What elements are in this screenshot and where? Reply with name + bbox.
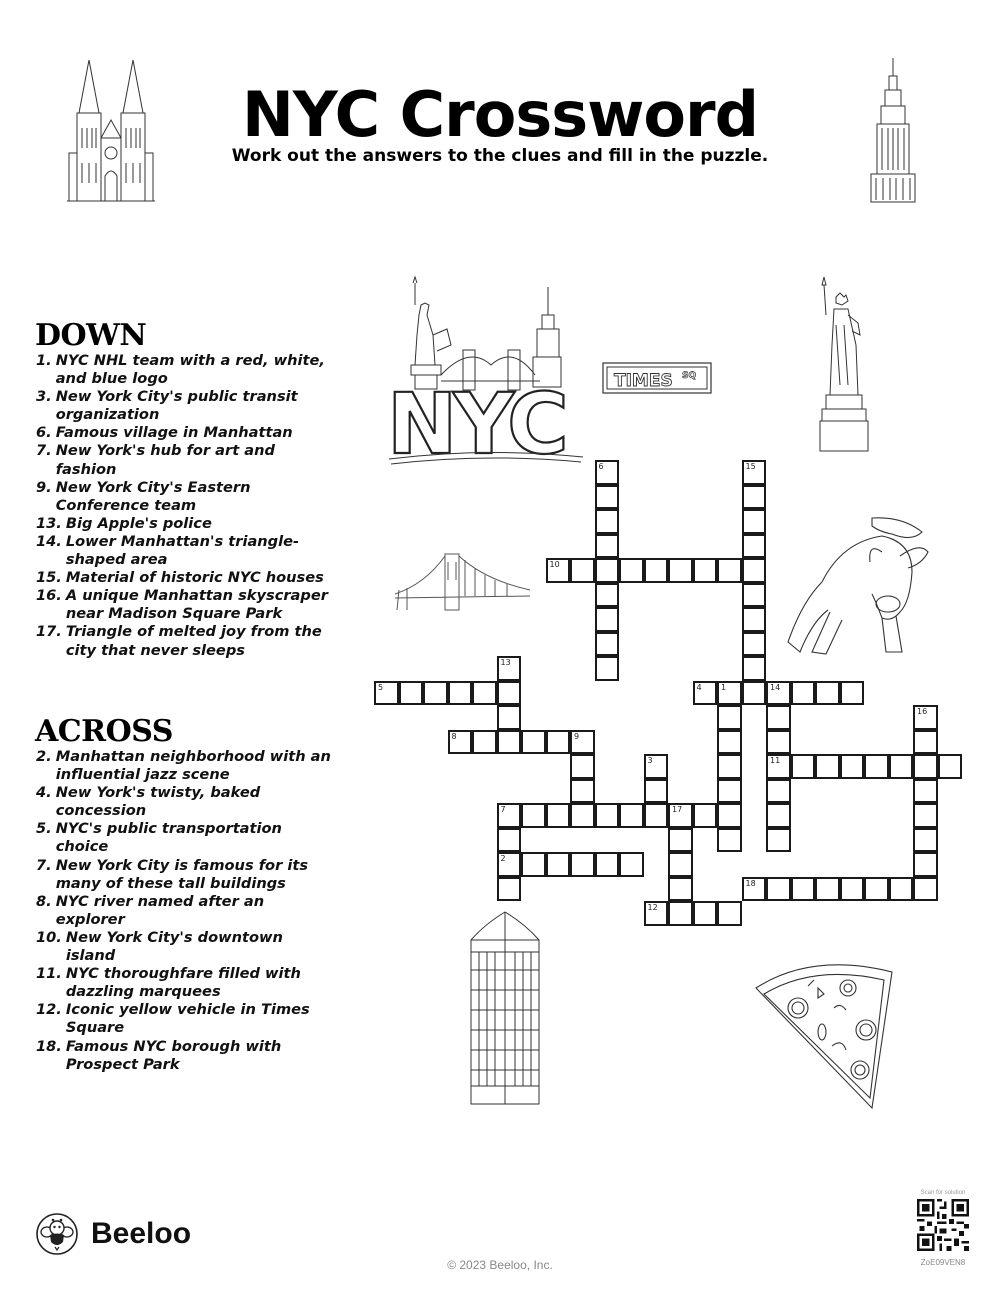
across-clue <box>36 820 336 856</box>
crossword-cell[interactable] <box>742 632 767 657</box>
clue-text: Material of historic NYC houses <box>65 569 324 587</box>
crossword-cell[interactable] <box>742 656 767 681</box>
crossword-cell[interactable] <box>619 558 644 583</box>
clue-number: 16. <box>36 587 62 605</box>
down-heading: DOWN <box>35 318 147 353</box>
down-clue <box>36 569 336 587</box>
across-clue <box>36 929 336 965</box>
crossword-cell[interactable] <box>570 852 595 877</box>
crossword-cell[interactable] <box>693 558 718 583</box>
crossword-cell[interactable] <box>815 681 840 706</box>
crossword-cell[interactable] <box>742 877 767 902</box>
across-clue-list <box>36 748 336 1074</box>
crossword-cell[interactable] <box>595 558 620 583</box>
crossword-cell[interactable] <box>570 558 595 583</box>
clue-text: NYC's public transportation choice <box>55 820 282 856</box>
crossword-cell[interactable] <box>913 828 938 853</box>
cell-number: 18 <box>745 878 756 888</box>
crossword-cell[interactable] <box>497 656 522 681</box>
charging-bull-illustration-icon <box>782 512 932 662</box>
clue-text: Famous NYC borough with Prospect Park <box>65 1037 282 1073</box>
crossword-cell[interactable] <box>570 754 595 779</box>
crossword-cell[interactable] <box>668 803 693 828</box>
times-sign-text: TIMES <box>614 371 673 391</box>
across-clue <box>36 893 336 929</box>
crossword-cell[interactable] <box>742 583 767 608</box>
crossword-cell[interactable] <box>717 901 742 926</box>
cell-number: 2 <box>500 854 506 863</box>
across-clue <box>36 965 336 1001</box>
clue-number: 7. <box>36 856 52 874</box>
crossword-cell[interactable] <box>913 852 938 877</box>
crossword-cell[interactable] <box>448 681 473 706</box>
clue-number: 9. <box>36 478 52 496</box>
crossword-cell[interactable] <box>717 828 742 853</box>
crossword-cell[interactable] <box>399 681 424 706</box>
clue-number: 10. <box>36 928 62 946</box>
clue-number: 5. <box>36 820 52 838</box>
crossword-cell[interactable] <box>717 730 742 755</box>
crossword-cell[interactable] <box>619 852 644 877</box>
down-clue <box>36 533 336 569</box>
clue-text: New York City's downtown island <box>65 928 283 965</box>
crossword-cell[interactable] <box>913 705 938 730</box>
crossword-cell[interactable] <box>644 754 669 779</box>
cell-number: 3 <box>647 756 653 765</box>
down-clue <box>36 623 336 659</box>
clue-number: 17. <box>36 623 62 641</box>
crossword-cell[interactable] <box>619 803 644 828</box>
crossword-cell[interactable] <box>521 852 546 877</box>
crossword-cell[interactable] <box>693 681 718 706</box>
across-clue <box>36 748 336 784</box>
clue-text: Lower Manhattan's triangle-shaped area <box>65 532 300 569</box>
cell-number: 4 <box>696 682 702 692</box>
cell-number: 10 <box>549 560 560 569</box>
crossword-cell[interactable] <box>374 681 399 706</box>
crossword-cell[interactable] <box>815 877 840 902</box>
crossword-cell[interactable] <box>742 607 767 632</box>
crossword-cell[interactable] <box>742 558 767 583</box>
crossword-cell[interactable] <box>938 754 963 779</box>
crossword-cell[interactable] <box>497 730 522 755</box>
crossword-cell[interactable] <box>913 877 938 902</box>
clue-number: 6. <box>36 424 52 442</box>
crossword-cell[interactable] <box>668 558 693 583</box>
clue-text: NYC thoroughfare filled with dazzling marquees <box>65 965 301 1001</box>
crossword-cell[interactable] <box>644 803 669 828</box>
crossword-cell[interactable] <box>668 852 693 877</box>
page-title: NYC Crossword <box>242 78 758 151</box>
nyc-skyline-illustration-icon <box>385 275 590 465</box>
crossword-cell[interactable] <box>840 754 865 779</box>
crossword-cell[interactable] <box>595 632 620 657</box>
across-clue <box>36 1001 336 1037</box>
clue-text: New York's twisty, baked concession <box>55 784 261 820</box>
crossword-cell[interactable] <box>791 877 816 902</box>
crossword-cell[interactable] <box>595 803 620 828</box>
crossword-cell[interactable] <box>423 681 448 706</box>
clue-text: NYC NHL team with a red, white, and blue logo <box>55 352 325 388</box>
clue-text: New York City is famous for its many of these tall buildings <box>55 856 309 892</box>
crossword-cell[interactable] <box>913 803 938 828</box>
page-subtitle: Work out the answers to the clues and fill in the puzzle. <box>231 146 769 166</box>
crossword-cell[interactable] <box>766 779 791 804</box>
clue-text: New York's hub for art and fashion <box>55 442 275 478</box>
bee-logo-icon <box>35 1212 79 1256</box>
copyright-text: © 2023 Beeloo, Inc. <box>447 1258 553 1272</box>
crossword-cell[interactable] <box>595 656 620 681</box>
clue-text: New York City's public transit organization <box>55 388 298 424</box>
clue-number: 11. <box>36 965 62 983</box>
clue-number: 7. <box>36 442 52 460</box>
crossword-cell[interactable] <box>913 779 938 804</box>
clue-number: 12. <box>36 1001 62 1019</box>
crossword-cell[interactable] <box>693 901 718 926</box>
crossword-cell[interactable] <box>595 460 620 485</box>
cell-number: 9 <box>574 731 580 741</box>
crossword-cell[interactable] <box>742 460 767 485</box>
cell-number: 1 <box>721 682 727 692</box>
crossword-cell[interactable] <box>521 803 546 828</box>
crossword-cell[interactable] <box>595 509 620 534</box>
crossword-cell[interactable] <box>791 754 816 779</box>
crossword-cell[interactable] <box>913 754 938 779</box>
crossword-cell[interactable] <box>546 803 571 828</box>
across-clue <box>36 857 336 893</box>
crossword-cell[interactable] <box>595 583 620 608</box>
cell-number: 17 <box>672 805 683 814</box>
qr-code-icon[interactable] <box>917 1199 969 1251</box>
clue-number: 8. <box>36 892 52 910</box>
statue-of-liberty-illustration-icon <box>812 275 874 453</box>
cell-number: 5 <box>378 682 384 692</box>
crossword-cell[interactable] <box>595 485 620 510</box>
cell-number: 11 <box>770 756 781 765</box>
pizza-slice-illustration-icon <box>752 958 900 1113</box>
cell-number: 8 <box>451 731 457 741</box>
clue-number: 2. <box>36 748 52 765</box>
crossword-cell[interactable] <box>595 534 620 559</box>
crossword-cell[interactable] <box>889 877 914 902</box>
down-clue <box>36 515 336 533</box>
crossword-cell[interactable] <box>766 877 791 902</box>
beeloo-logo <box>35 1212 191 1256</box>
clue-number: 15. <box>36 569 62 587</box>
cell-number: 13 <box>500 658 511 667</box>
crossword-cell[interactable] <box>717 803 742 828</box>
down-clue <box>36 424 336 442</box>
across-clue <box>36 1038 336 1074</box>
qr-caption: Scan for solution <box>920 1190 966 1196</box>
crossword-cell[interactable] <box>644 779 669 804</box>
clue-number: 18. <box>36 1037 62 1055</box>
crossword-cell[interactable] <box>546 558 571 583</box>
crossword-cell[interactable] <box>546 852 571 877</box>
cell-number: 14 <box>770 682 781 692</box>
clue-number: 13. <box>36 514 62 532</box>
crossword-cell[interactable] <box>766 730 791 755</box>
crossword-cell[interactable] <box>766 705 791 730</box>
crossword-cell[interactable] <box>497 828 522 853</box>
crossword-cell[interactable] <box>497 852 522 877</box>
crossword-cell[interactable] <box>521 730 546 755</box>
clue-text: Iconic yellow vehicle in Times Square <box>65 1001 310 1037</box>
crossword-cell[interactable] <box>717 558 742 583</box>
crossword-cell[interactable] <box>717 681 742 706</box>
down-clue <box>36 587 336 623</box>
brand-name: Beeloo <box>91 1217 192 1250</box>
clue-text: A unique Manhattan skyscraper near Madison Square Park <box>65 587 328 623</box>
clue-text: NYC river named after an explorer <box>55 892 265 928</box>
down-clue <box>36 479 336 515</box>
brooklyn-bridge-illustration-icon <box>395 550 530 612</box>
crossword-cell[interactable] <box>717 705 742 730</box>
empire-state-building-illustration-icon <box>868 58 918 203</box>
qr-solution-block <box>915 1190 971 1267</box>
crossword-cell[interactable] <box>840 877 865 902</box>
crossword-cell[interactable] <box>546 730 571 755</box>
qr-code-label: ZoE09VEN8 <box>920 1258 966 1267</box>
crossword-cell[interactable] <box>913 730 938 755</box>
crossword-cell[interactable] <box>668 901 693 926</box>
crossword-cell[interactable] <box>717 754 742 779</box>
cell-number: 15 <box>745 462 756 471</box>
crossword-cell[interactable] <box>864 877 889 902</box>
down-clue <box>36 388 336 424</box>
crossword-cell[interactable] <box>840 681 865 706</box>
flatiron-building-illustration-icon <box>465 910 545 1105</box>
crossword-cell[interactable] <box>693 803 718 828</box>
crossword-cell[interactable] <box>448 730 473 755</box>
crossword-cell[interactable] <box>766 803 791 828</box>
clue-text: Triangle of melted joy from the city that never sleeps <box>65 623 322 659</box>
crossword-cell[interactable] <box>766 828 791 853</box>
crossword-cell[interactable] <box>766 754 791 779</box>
crossword-cell[interactable] <box>864 754 889 779</box>
clue-text: Big Apple's police <box>65 514 212 532</box>
cathedral-illustration-icon <box>65 58 157 203</box>
clue-text: New York City's Eastern Conference team <box>55 478 251 514</box>
crossword-cell[interactable] <box>570 779 595 804</box>
nyc-letters: NYC <box>387 375 565 465</box>
crossword-cell[interactable] <box>472 681 497 706</box>
crossword-cell[interactable] <box>791 681 816 706</box>
crossword-cell[interactable] <box>742 509 767 534</box>
crossword-cell[interactable] <box>717 779 742 804</box>
down-clue <box>36 352 336 388</box>
clue-text: Manhattan neighborhood with an influential jazz scene <box>55 748 331 784</box>
crossword-cell[interactable] <box>644 901 669 926</box>
times-sign-sup: SQ <box>682 371 697 381</box>
clue-number: 3. <box>36 388 52 406</box>
times-square-sign-icon <box>602 362 712 394</box>
crossword-cell[interactable] <box>497 681 522 706</box>
across-heading: ACROSS <box>35 714 173 749</box>
cell-number: 16 <box>917 707 928 716</box>
clue-number: 14. <box>36 532 62 550</box>
crossword-cell[interactable] <box>595 852 620 877</box>
cell-number: 7 <box>500 805 506 814</box>
crossword-cell[interactable] <box>570 803 595 828</box>
crossword-cell[interactable] <box>570 730 595 755</box>
crossword-cell[interactable] <box>668 828 693 853</box>
down-clue <box>36 442 336 478</box>
crossword-cell[interactable] <box>815 754 840 779</box>
across-clue <box>36 784 336 820</box>
crossword-cell[interactable] <box>766 681 791 706</box>
crossword-cell[interactable] <box>742 681 767 706</box>
clue-text: Famous village in Manhattan <box>55 424 293 442</box>
clue-number: 1. <box>36 352 52 369</box>
clue-number: 4. <box>36 784 52 802</box>
crossword-cell[interactable] <box>497 803 522 828</box>
crossword-cell[interactable] <box>742 534 767 559</box>
crossword-cell[interactable] <box>472 730 497 755</box>
crossword-cell[interactable] <box>497 877 522 902</box>
crossword-cell[interactable] <box>742 485 767 510</box>
cell-number: 6 <box>598 462 604 471</box>
crossword-cell[interactable] <box>595 607 620 632</box>
crossword-cell[interactable] <box>497 705 522 730</box>
crossword-cell[interactable] <box>889 754 914 779</box>
crossword-cell[interactable] <box>644 558 669 583</box>
cell-number: 12 <box>647 903 658 912</box>
down-clue-list <box>36 352 336 660</box>
crossword-cell[interactable] <box>668 877 693 902</box>
